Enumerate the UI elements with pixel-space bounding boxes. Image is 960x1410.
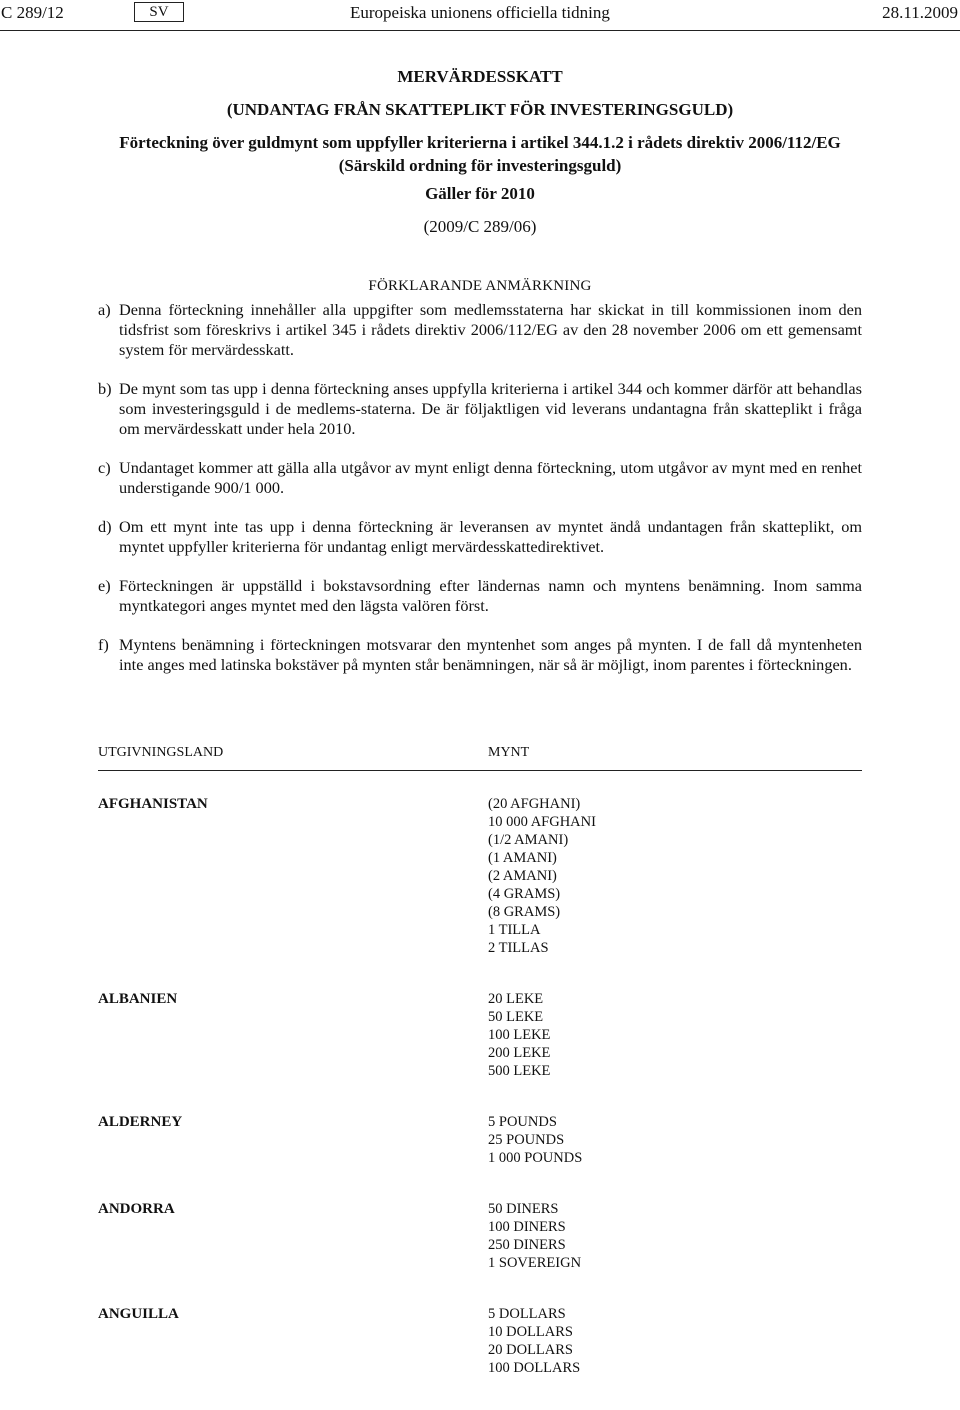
note-marker: d) — [98, 517, 112, 536]
coin-item: 50 LEKE — [488, 1009, 544, 1025]
coin-table — [98, 795, 862, 1410]
table-row — [98, 795, 862, 957]
coin-list — [488, 990, 862, 1080]
document-list-title: Förteckning över guldmynt som uppfyller kriterierna i artikel 344.1.2 i rådets direktiv 2006/112/EG — [119, 133, 841, 152]
coin-item: 5 DOLLARS — [488, 1306, 566, 1322]
coin-item: (8 GRAMS) — [488, 904, 561, 920]
coin-item: (1 AMANI) — [488, 850, 557, 866]
coin-item: 5 POUNDS — [488, 1114, 557, 1130]
note-text: Förteckningen är uppställd i bokstavsordning efter ländernas namn och myntens benämning. Inom samma myntkategori anges myntet med den lägsta valören först. — [119, 576, 862, 615]
publication-date: 28.11.2009 — [882, 3, 958, 22]
page-reference: C 289/12 — [1, 3, 64, 22]
header-divider — [0, 30, 960, 31]
note-marker: f) — [98, 635, 109, 654]
note-f — [98, 635, 862, 675]
coin-item: 100 DOLLARS — [488, 1360, 581, 1376]
explanatory-notes — [98, 300, 862, 694]
note-marker: a) — [98, 300, 111, 319]
country-name: ANGUILLA — [98, 1306, 179, 1322]
note-text: Denna förteckning innehåller alla uppgifter som medlemsstaterna har skickat in till kommissionen inom den tidsfrist som föreskrivs i artikel 345 i rådets direktiv 2006/112/EG av den 28 november 2006 om ett gemensamt system för mervärdesskatt. — [119, 300, 862, 359]
journal-title: Europeiska unionens officiella tidning — [350, 3, 610, 22]
note-marker: c) — [98, 458, 111, 477]
note-a — [98, 300, 862, 360]
note-text: De mynt som tas upp i denna förteckning anses uppfylla kriterierna i artikel 344 och kommer därför att behandlas som investeringsguld i de medlems-staterna. De är följaktligen vid leverans undantagna från skatteplikt i fråga om mervärdesskatt under hela 2010. — [119, 379, 862, 438]
coin-item: 50 DINERS — [488, 1201, 559, 1217]
note-text: Om ett mynt inte tas upp i denna förteckning är leveransen av myntet ändå undantagen från skatteplikt, om myntet uppfyller kriterierna för undantag enligt mervärdesskattedirektivet. — [119, 517, 862, 556]
coin-item: 1 TILLA — [488, 922, 541, 938]
page-header — [0, 2, 960, 26]
coin-item: (1/2 AMANI) — [488, 832, 569, 848]
coin-list — [488, 1305, 862, 1377]
country-name: ANDORRA — [98, 1201, 175, 1217]
coin-item: 25 POUNDS — [488, 1132, 565, 1148]
table-header — [98, 744, 862, 771]
coin-item: 10 DOLLARS — [488, 1324, 573, 1340]
coin-item: (2 AMANI) — [488, 868, 557, 884]
note-marker: b) — [98, 379, 112, 398]
table-row — [98, 990, 862, 1080]
note-text: Undantaget kommer att gälla alla utgåvor av mynt enligt denna förteckning, utom utgåvor av mynt med en renhet understigande 900/1 000. — [119, 458, 862, 497]
coin-list — [488, 1200, 862, 1272]
table-row — [98, 1200, 862, 1272]
document-list-subtitle: (Särskild ordning för investeringsguld) — [338, 156, 622, 175]
coin-item: 500 LEKE — [488, 1063, 551, 1079]
coin-item: 200 LEKE — [488, 1045, 551, 1061]
coin-item: (4 GRAMS) — [488, 886, 561, 902]
document-reference: (2009/C 289/06) — [423, 217, 537, 236]
coin-item: (20 AFGHANI) — [488, 796, 581, 812]
note-c — [98, 458, 862, 498]
column-header-country: UTGIVNINGSLAND — [98, 745, 224, 760]
table-row — [98, 1305, 862, 1377]
coin-item: 100 DINERS — [488, 1219, 566, 1235]
note-e — [98, 576, 862, 616]
country-name: ALBANIEN — [98, 991, 178, 1007]
coin-list — [488, 795, 862, 957]
notes-heading: FÖRKLARANDE ANMÄRKNING — [368, 278, 592, 294]
document-title: MERVÄRDESSKATT — [397, 67, 563, 86]
language-badge: SV — [134, 2, 184, 22]
note-b — [98, 379, 862, 439]
column-header-coin: MYNT — [488, 745, 530, 760]
coin-list — [488, 1113, 862, 1167]
country-name: ALDERNEY — [98, 1114, 183, 1130]
note-marker: e) — [98, 576, 111, 595]
coin-item: 1 SOVEREIGN — [488, 1255, 582, 1271]
table-row — [98, 1113, 862, 1167]
coin-item: 100 LEKE — [488, 1027, 551, 1043]
note-text: Myntens benämning i förteckningen motsvarar den myntenhet som anges på mynten. I de fall då myntenheten inte anges med latinska bokstäver på mynten står benämningen, när så är möjligt, inom parentes i förteckningen. — [119, 635, 862, 674]
validity-line: Gäller för 2010 — [425, 184, 535, 203]
coin-item: 20 LEKE — [488, 991, 544, 1007]
coin-item: 20 DOLLARS — [488, 1342, 573, 1358]
coin-item: 2 TILLAS — [488, 940, 549, 956]
coin-item: 1 000 POUNDS — [488, 1150, 583, 1166]
note-d — [98, 517, 862, 557]
coin-item: 250 DINERS — [488, 1237, 566, 1253]
country-name: AFGHANISTAN — [98, 796, 208, 812]
coin-item: 10 000 AFGHANI — [488, 814, 596, 830]
document-subtitle: (UNDANTAG FRÅN SKATTEPLIKT FÖR INVESTERINGSGULD) — [226, 100, 734, 119]
